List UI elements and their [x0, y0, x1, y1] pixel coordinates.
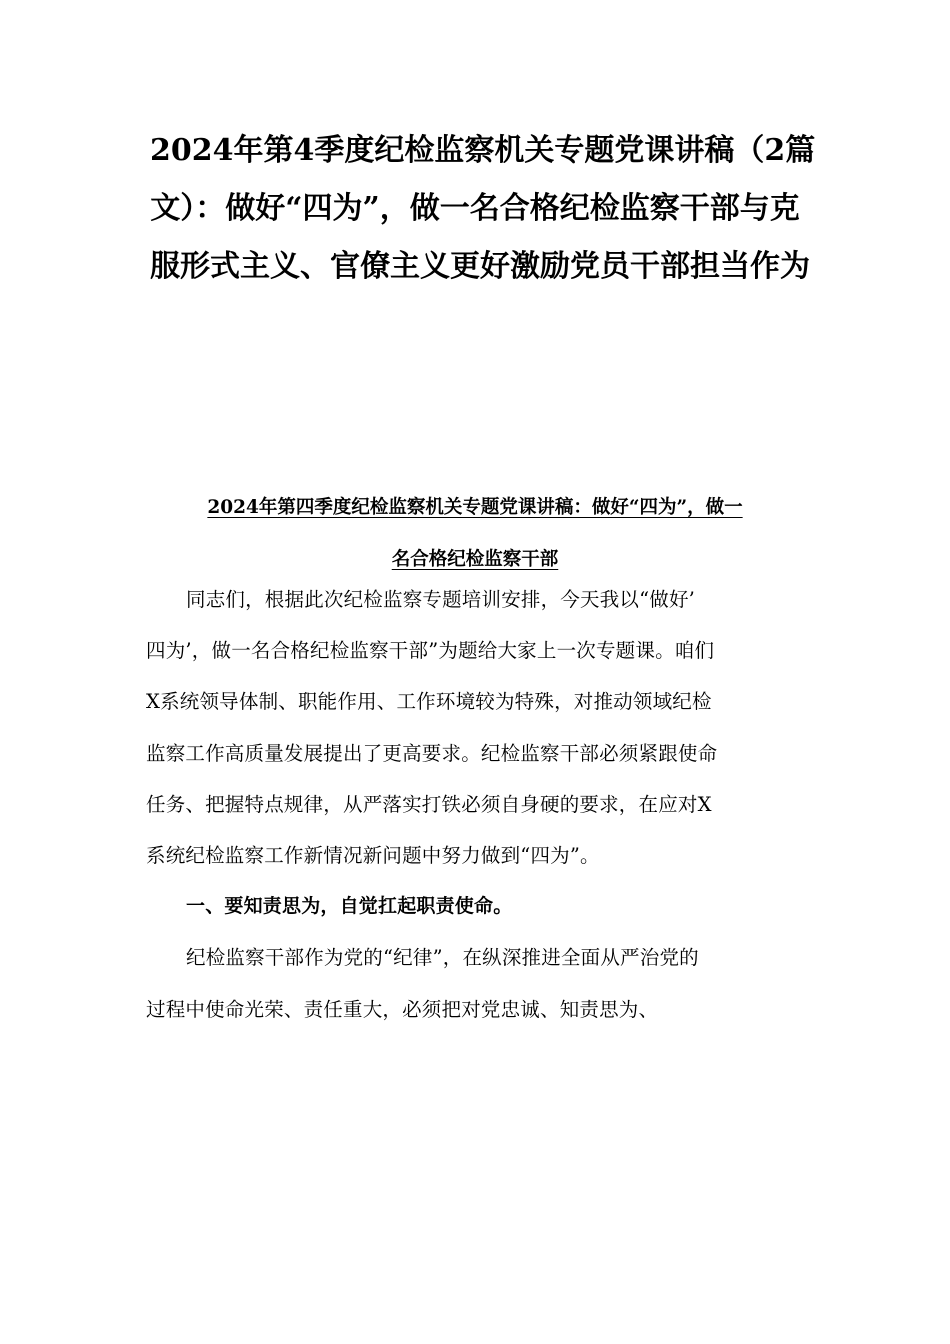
paragraph-line: 四为’，做一名合格纪检监察干部”为题给大家上一次专题课。咱们 — [146, 639, 715, 663]
section-heading: 一、要知责思为，自觉扛起职责使命。 — [186, 895, 513, 918]
document-title-line: 2024年第4季度纪检监察机关专题党课讲稿（2篇 — [150, 133, 816, 168]
document-body — [146, 574, 808, 1035]
paragraph-line: 过程中使命光荣、责任重大，必须把对党忠诚、知责思为、 — [146, 997, 659, 1021]
document-title-line: 服形式主义、官僚主义更好激励党员干部担当作为 — [150, 249, 810, 284]
section-title — [140, 482, 810, 586]
section-title-line: 2024年第四季度纪检监察机关专题党课讲稿：做好“四为”，做一 — [207, 497, 743, 518]
paragraph — [146, 574, 808, 881]
document-title-line: 文）：做好“四为”，做一名合格纪检监察干部与克 — [150, 191, 800, 226]
paragraph-line: 任务、把握特点规律，从严落实打铁必须自身硬的要求，在应对X — [146, 792, 712, 816]
paragraph-line: 监察工作高质量发展提出了更高要求。纪检监察干部必须紧跟使命 — [146, 741, 718, 765]
paragraph-line: X系统领导体制、职能作用、工作环境较为特殊，对推动领域纪检 — [146, 690, 712, 714]
paragraph-line: 纪检监察干部作为党的“纪律”，在纵深推进全面从严治党的 — [186, 946, 699, 970]
paragraph-line: 同志们，根据此次纪检监察专题培训安排，今天我以“做好’ — [186, 588, 696, 611]
document-title — [150, 122, 816, 296]
paragraph-line: 系统纪检监察工作新情况新问题中努力做到“四为”。 — [146, 843, 600, 867]
paragraph — [146, 932, 808, 1034]
section-title-line: 名合格纪检监察干部 — [391, 549, 559, 570]
